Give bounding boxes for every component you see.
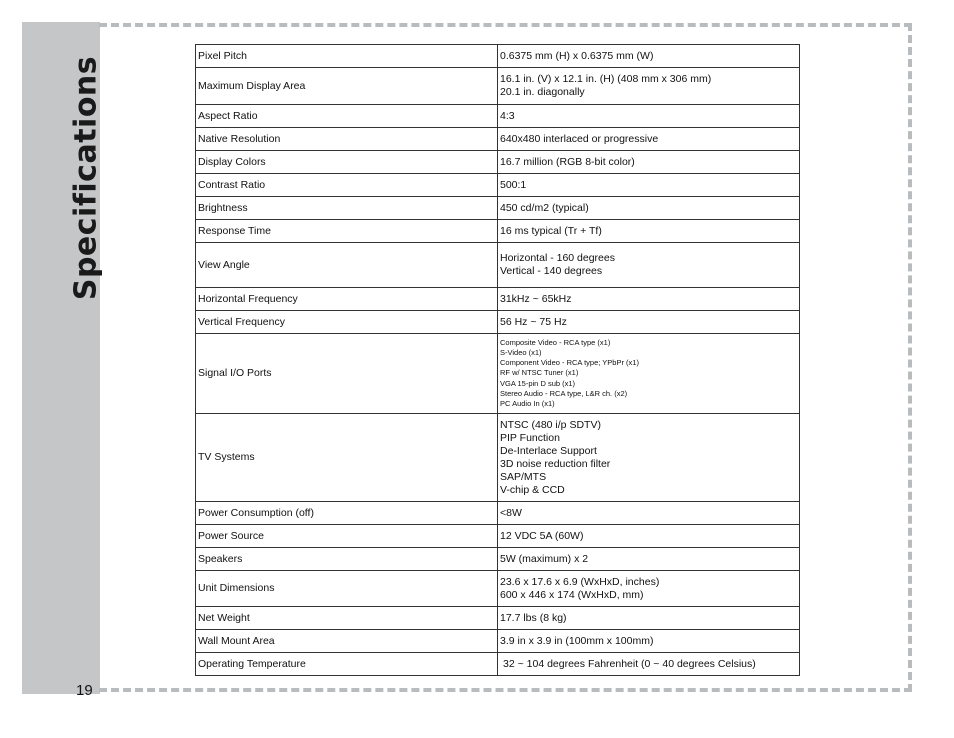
spec-value: 56 Hz ~ 75 Hz [498, 311, 800, 334]
spec-value: 3.9 in x 3.9 in (100mm x 100mm) [498, 630, 800, 653]
table-row [196, 220, 800, 243]
spec-value: 450 cd/m2 (typical) [498, 197, 800, 220]
spec-label: Native Resolution [196, 128, 498, 151]
spec-label: Signal I/O Ports [196, 334, 498, 414]
spec-value: <8W [498, 502, 800, 525]
spec-value: 23.6 x 17.6 x 6.9 (WxHxD, inches) 600 x 446 x 174 (WxHxD, mm) [498, 571, 800, 607]
section-title: Specifications [68, 55, 104, 301]
spec-label: Maximum Display Area [196, 68, 498, 105]
table-row [196, 243, 800, 288]
spec-label: Pixel Pitch [196, 45, 498, 68]
spec-value: 640x480 interlaced or progressive [498, 128, 800, 151]
specifications-table [195, 44, 800, 676]
spec-value: Composite Video - RCA type (x1) S-Video (x1) Component Video - RCA type; YPbPr (x1) RF w/ NTSC Tuner (x1) VGA 15-pin D sub (x1) Stereo Audio - RCA type, L&R ch. (x2) PC Audio In (x1) [498, 334, 800, 414]
spec-value: Horizontal - 160 degrees Vertical - 140 degrees [498, 243, 800, 288]
table-row [196, 151, 800, 174]
spec-label: View Angle [196, 243, 498, 288]
spec-label: TV Systems [196, 414, 498, 502]
table-row [196, 630, 800, 653]
spec-value: 16 ms typical (Tr + Tf) [498, 220, 800, 243]
spec-value: 16.1 in. (V) x 12.1 in. (H) (408 mm x 306 mm) 20.1 in. diagonally [498, 68, 800, 105]
table-row [196, 414, 800, 502]
table-row [196, 128, 800, 151]
spec-label: Speakers [196, 548, 498, 571]
table-row [196, 45, 800, 68]
spec-label: Wall Mount Area [196, 630, 498, 653]
spec-label: Vertical Frequency [196, 311, 498, 334]
table-row [196, 105, 800, 128]
spec-label: Power Source [196, 525, 498, 548]
table-row [196, 68, 800, 105]
spec-value: 5W (maximum) x 2 [498, 548, 800, 571]
spec-value: 31kHz ~ 65kHz [498, 288, 800, 311]
table-row [196, 334, 800, 414]
spec-value: 0.6375 mm (H) x 0.6375 mm (W) [498, 45, 800, 68]
spec-value: NTSC (480 i/p SDTV) PIP Function De-Interlace Support 3D noise reduction filter SAP/MTS V-chip & CCD [498, 414, 800, 502]
table-row [196, 548, 800, 571]
spec-label: Aspect Ratio [196, 105, 498, 128]
table-row [196, 311, 800, 334]
spec-value: 4:3 [498, 105, 800, 128]
spec-label: Horizontal Frequency [196, 288, 498, 311]
table-row [196, 525, 800, 548]
spec-value: 12 VDC 5A (60W) [498, 525, 800, 548]
table-row [196, 502, 800, 525]
spec-label: Response Time [196, 220, 498, 243]
table-row [196, 197, 800, 220]
spec-value: 500:1 [498, 174, 800, 197]
spec-label: Display Colors [196, 151, 498, 174]
table-row [196, 174, 800, 197]
page-number: 19 [76, 682, 93, 699]
sidebar [22, 22, 104, 699]
spec-value: 32 ~ 104 degrees Fahrenheit (0 ~ 40 degrees Celsius) [498, 653, 800, 676]
table-row [196, 571, 800, 607]
spec-label: Contrast Ratio [196, 174, 498, 197]
spec-label: Brightness [196, 197, 498, 220]
table-row [196, 653, 800, 676]
spec-value: 16.7 million (RGB 8-bit color) [498, 151, 800, 174]
spec-label: Net Weight [196, 607, 498, 630]
spec-label: Power Consumption (off) [196, 502, 498, 525]
table-row [196, 607, 800, 630]
spec-label: Unit Dimensions [196, 571, 498, 607]
table-row [196, 288, 800, 311]
spec-value: 17.7 lbs (8 kg) [498, 607, 800, 630]
spec-label: Operating Temperature [196, 653, 498, 676]
